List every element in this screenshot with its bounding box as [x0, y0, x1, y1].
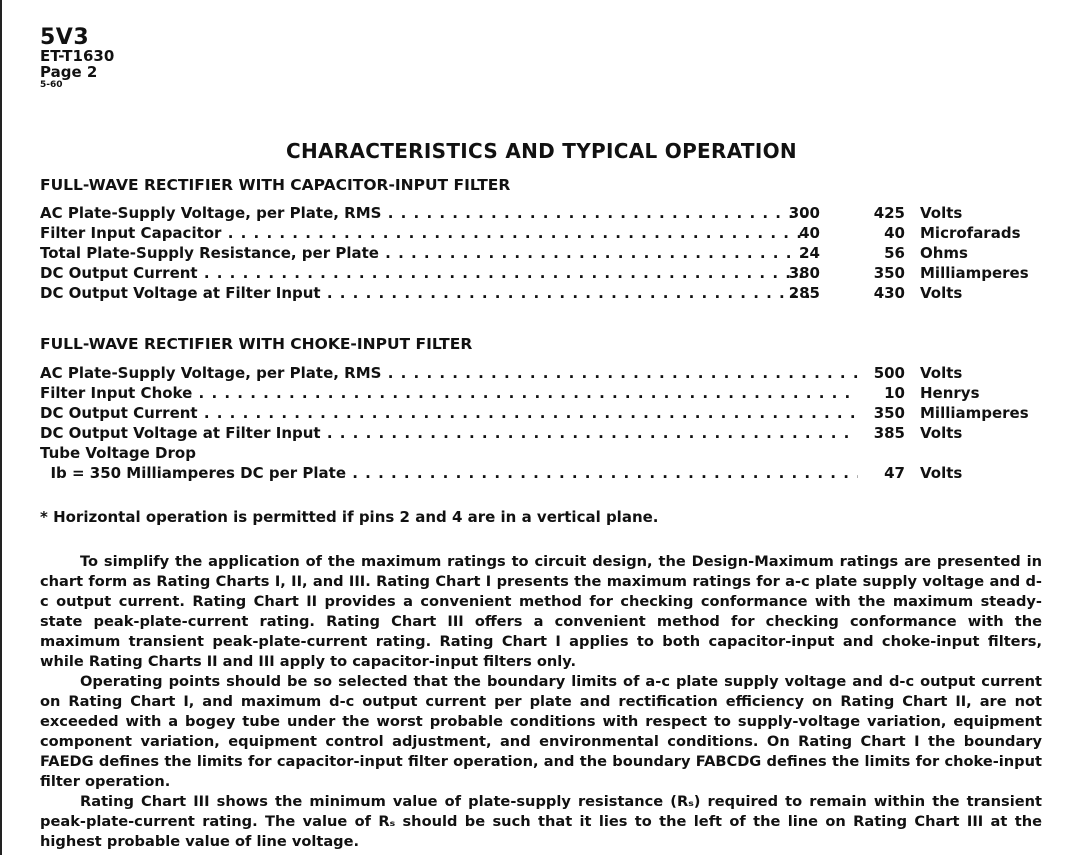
- paragraph: Rating Chart III shows the minimum value of plate-supply resistance (Rₛ) required to remain within the transient peak-plate-current rating. The value of Rₛ should be such that it lies to the left of the line on Rating Chart III at the highest probable value of line voltage.: [40, 793, 1042, 850]
- row-value-1: 380: [788, 264, 820, 282]
- row-unit: Milliamperes: [920, 404, 1029, 422]
- row-value-2: 425: [873, 204, 905, 222]
- row-unit: Henrys: [920, 384, 980, 402]
- row-label: Tube Voltage Drop: [40, 444, 196, 462]
- row-value: 47: [884, 464, 905, 482]
- capacitor-row: [40, 204, 1040, 224]
- page-number: Page 2: [40, 62, 98, 81]
- row-value: 385: [873, 424, 905, 442]
- row-label: AC Plate-Supply Voltage, per Plate, RMS . . .: [40, 204, 810, 222]
- footnote: * Horizontal operation is permitted if pins 2 and 4 are in a vertical plane.: [40, 508, 659, 526]
- row-value: 500: [873, 364, 905, 382]
- choke-row: [40, 424, 1040, 444]
- row-value-2: 350: [873, 264, 905, 282]
- row-label: Total Plate-Supply Resistance, per Plate . . .: [40, 244, 810, 262]
- row-label: Ib = 350 Milliamperes DC per Plate . . .: [40, 464, 858, 482]
- body-text: [40, 552, 1042, 852]
- row-value-1: 285: [788, 284, 820, 302]
- choke-row: [40, 464, 1040, 484]
- paragraph: To simplify the application of the maximum ratings to circuit design, the Design-Maximum ratings are presented in chart form as Rating Charts I, II, and III. Rating Chart I presents the maximum ratings for a-c plate supply voltage and d-c output current. Rating Chart II provides a convenient method for checking conformance with the maximum steady-state peak-plate-current rating. Rating Chart III offers a convenient method for checking conformance with the maximum transient peak-plate-current rating. Rating Chart I applies to both capacitor-input and choke-input filters, while Rating Charts II and III apply to capacitor-input filters only.: [40, 553, 1042, 670]
- row-label: AC Plate-Supply Voltage, per Plate, RMS . . .: [40, 364, 858, 382]
- capacitor-row: [40, 264, 1040, 284]
- row-unit: Microfarads: [920, 224, 1021, 242]
- row-value-1: 40: [799, 224, 820, 242]
- row-unit: Volts: [920, 424, 963, 442]
- row-value-2: 40: [884, 224, 905, 242]
- row-label: DC Output Current . . .: [40, 264, 810, 282]
- row-label: DC Output Current . . .: [40, 404, 858, 422]
- choke-row: [40, 384, 1040, 404]
- page-left-edge: [0, 0, 2, 855]
- capacitor-section-title: FULL-WAVE RECTIFIER WITH CAPACITOR-INPUT FILTER: [40, 176, 511, 194]
- capacitor-row: [40, 244, 1040, 264]
- row-unit: Volts: [920, 364, 963, 382]
- row-value: 10: [884, 384, 905, 402]
- row-unit: Ohms: [920, 244, 968, 262]
- row-unit: Volts: [920, 204, 963, 222]
- document-number: ET-T1630: [40, 47, 115, 66]
- row-unit: Milliamperes: [920, 264, 1029, 282]
- row-label: DC Output Voltage at Filter Input . . .: [40, 424, 858, 442]
- tube-type: 5V3: [40, 25, 90, 50]
- capacitor-row: [40, 284, 1040, 304]
- main-title: CHARACTERISTICS AND TYPICAL OPERATION: [286, 139, 797, 163]
- row-unit: Volts: [920, 464, 963, 482]
- choke-section-title: FULL-WAVE RECTIFIER WITH CHOKE-INPUT FILTER: [40, 335, 473, 353]
- row-value-2: 56: [884, 244, 905, 262]
- row-value: 350: [873, 404, 905, 422]
- row-value-2: 430: [873, 284, 905, 302]
- row-label: DC Output Voltage at Filter Input . . .: [40, 284, 810, 302]
- choke-row: [40, 404, 1040, 424]
- document-header: [40, 26, 114, 90]
- paragraph: Operating points should be so selected that the boundary limits of a-c plate supply voltage and d-c output current on Rating Chart I, and maximum d-c output current per plate and rectification efficiency on Rating Chart II, are not exceeded with a bogey tube under the worst probable conditions with respect to supply-voltage variation, equipment component variation, equipment control adjustment, and environmental conditions. On Rating Chart I the boundary FAEDG defines the limits for capacitor-input filter operation, and the boundary FABCDG defines the limits for choke-input filter operation.: [40, 673, 1042, 790]
- row-label: Filter Input Capacitor . . .: [40, 224, 810, 242]
- choke-row: [40, 364, 1040, 384]
- choke-row: [40, 444, 1040, 464]
- row-value-1: 24: [799, 244, 820, 262]
- capacitor-row: [40, 224, 1040, 244]
- row-value-1: 300: [788, 204, 820, 222]
- row-unit: Volts: [920, 284, 963, 302]
- document-date: 5-60: [40, 79, 63, 90]
- row-label: Filter Input Choke . . .: [40, 384, 858, 402]
